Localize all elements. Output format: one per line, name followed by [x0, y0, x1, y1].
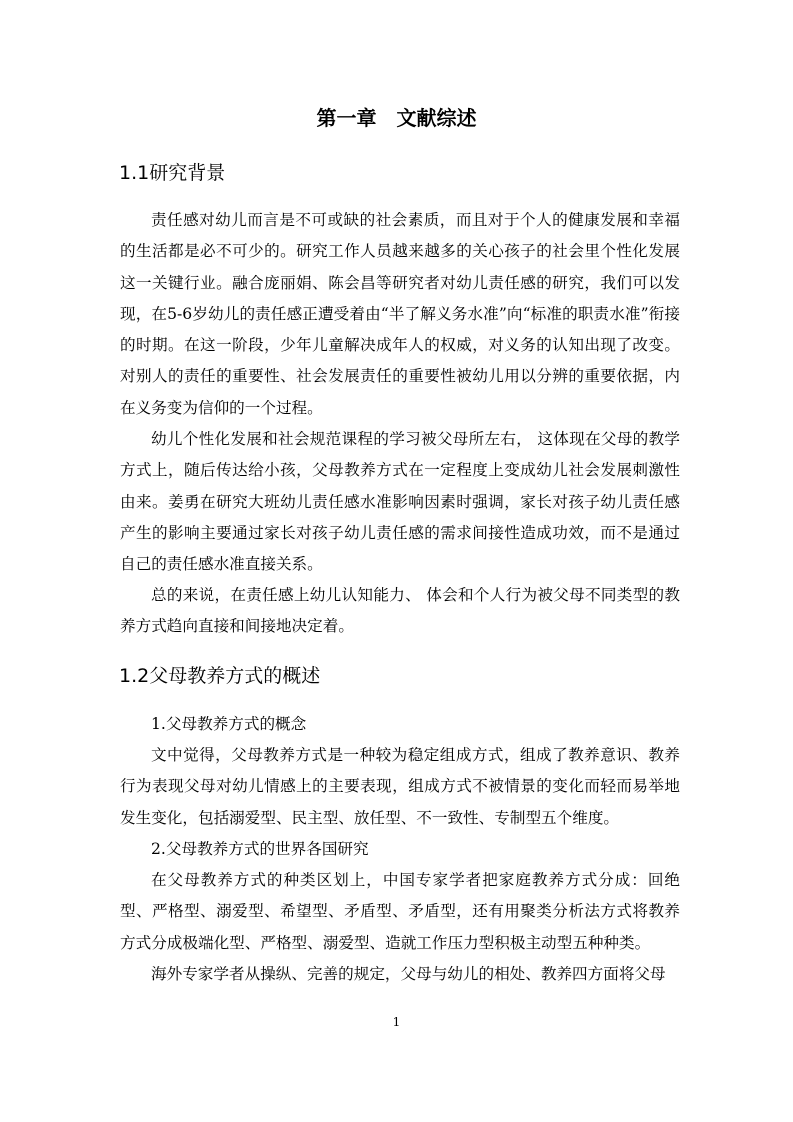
- research-paragraph-2: 海外专家学者从操纵、完善的规定，父母与幼儿的相处、教养四方面将父母: [151, 965, 666, 983]
- concept-paragraph: 文中觉得，父母教养方式是一种较为稳定组成方式，组成了教养意识、教养行为表现父母对幼儿情感上的主要表现，组成方式不被情景的变化而轻而易举地发生变化，包括溺爱型、民主型、放任型、不一致性、专制型五个维度。: [120, 746, 680, 827]
- chapter-title: 第一章 文献综述: [316, 106, 477, 130]
- page-number: 1: [392, 1015, 401, 1029]
- section-heading-1-1: 1.1研究背景: [119, 162, 226, 184]
- background-paragraph-2: 幼儿个性化发展和社会规范课程的学习被父母所左右， 这体现在父母的教学方式上，随后传达给小孩，父母教养方式在一定程度上变成幼儿社会发展刺激性由来。姜勇在研究大班幼儿责任感水准影响因素时强调，家长对孩子幼儿责任感产生的影响主要通过家长对孩子幼儿责任感的需求间接性造成功效，而不是通过自己的责任感水准直接关系。: [120, 430, 680, 574]
- subsection-title-concept: 1.父母教养方式的概念: [151, 715, 307, 733]
- research-paragraph-1: 在父母教养方式的种类区划上，中国专家学者把家庭教养方式分成：回绝型、严格型、溺爱型、希望型、矛盾型、矛盾型，还有用聚类分析法方式将教养方式分成极端化型、严格型、溺爱型、造就工作压力型积极主动型五种种类。: [120, 871, 680, 952]
- background-paragraph-3: 总的来说，在责任感上幼儿认知能力、 体会和个人行为被父母不同类型的教养方式趋向直接和间接地决定着。: [120, 586, 680, 636]
- section-heading-1-2: 1.2父母教养方式的概述: [119, 665, 321, 687]
- subsection-title-research: 2.父母教养方式的世界各国研究: [151, 840, 369, 858]
- background-paragraph-1: 责任感对幼儿而言是不可或缺的社会素质，而且对于个人的健康发展和幸福的生活都是必不可少的。研究工作人员越来越多的关心孩子的社会里个性化发展这一关键行业。融合庞丽娟、陈会昌等研究者对幼儿责任感的研究，我们可以发现，在5-6岁幼儿的责任感正遭受着由“半了解义务水准”向“标准的职责水准”衔接的时期。在这一阶段，少年儿童解决成年人的权威，对义务的认知出现了改变。对别人的责任的重要性、社会发展责任的重要性被幼儿用以分辨的重要依据，内在义务变为信仰的一个过程。: [120, 211, 680, 417]
